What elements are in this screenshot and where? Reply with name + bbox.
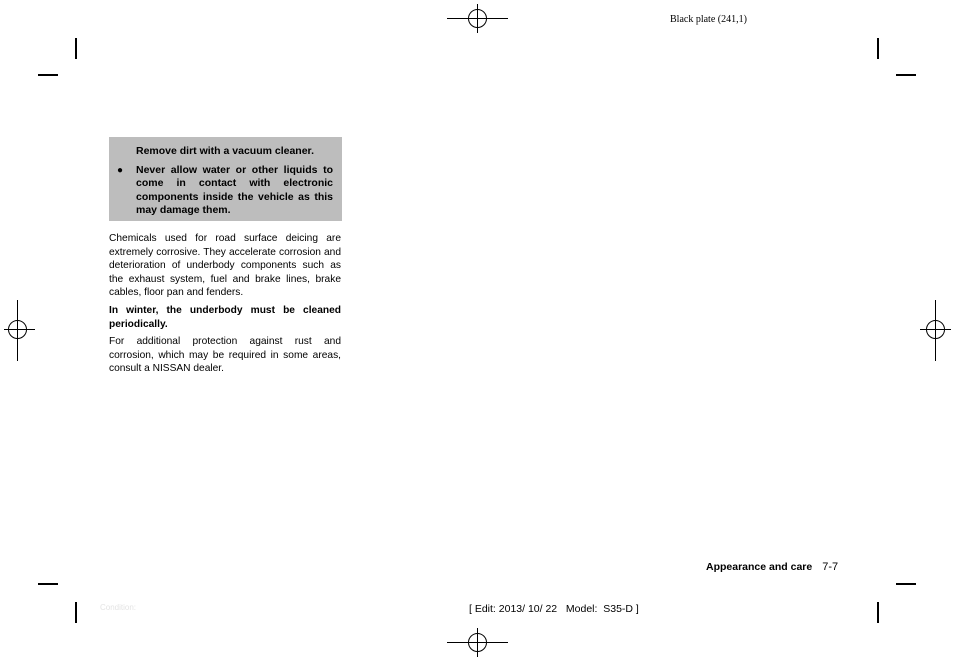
edit-info: [ Edit: 2013/ 10/ 22 Model: S35-D ] (469, 603, 639, 615)
plate-label: Black plate (241,1) (670, 14, 747, 25)
warning-line-bulleted (117, 163, 333, 218)
paragraph-winter-cleaning: In winter, the underbody must be cleaned periodically. (109, 305, 341, 330)
section-title: Appearance and care (706, 561, 813, 573)
warning-box (109, 137, 342, 221)
page-footer-section (706, 561, 838, 573)
paragraph-chemicals: Chemicals used for road surface deicing are extremely corrosive. They accelerate corrosion and deterioration of underbody components such as the exhaust system, fuel and brake lines, brake cables, floor pan and fenders. (109, 233, 341, 299)
warning-line-text: Never allow water or other liquids to come in contact with electronic components inside the vehicle as this may damage them. (136, 163, 333, 217)
page-number: 7-7 (822, 561, 839, 573)
bullet-icon: ● (117, 164, 124, 176)
paragraph-additional-protection: For additional protection against rust and corrosion, which may be required in some areas, consult a NISSAN dealer. (109, 336, 341, 375)
condition-label: Condition: (100, 603, 137, 612)
warning-line: Remove dirt with a vacuum cleaner. (136, 145, 314, 157)
